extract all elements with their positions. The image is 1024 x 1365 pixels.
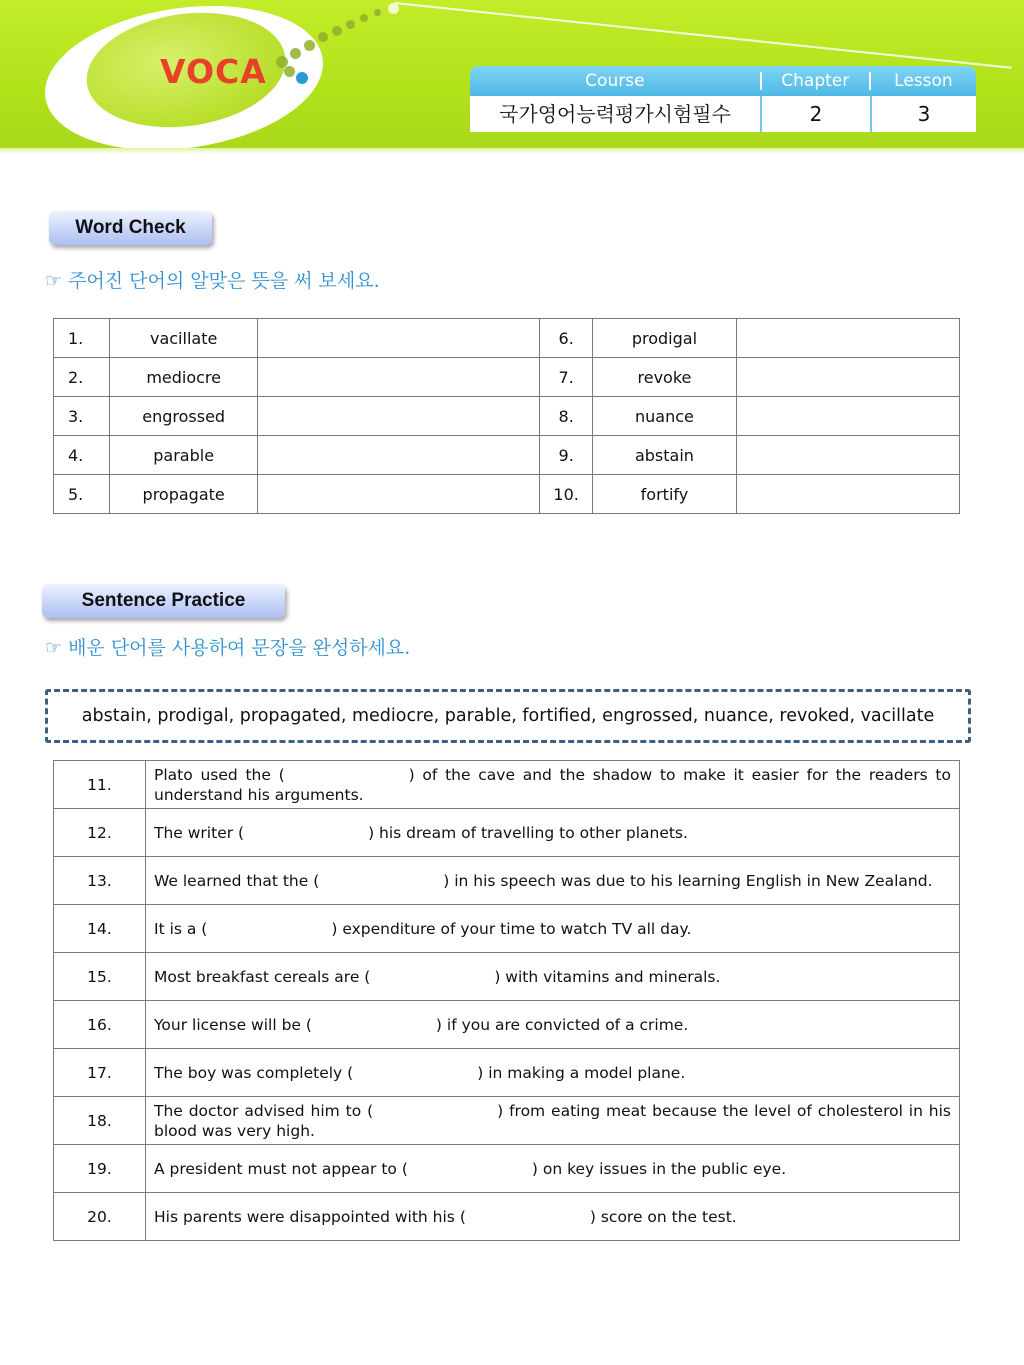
word-number: 3.	[54, 397, 110, 436]
sentence-text-before: The doctor advised him to (	[154, 1101, 374, 1120]
word-number: 10.	[540, 475, 592, 514]
meaning-answer-cell[interactable]	[737, 319, 960, 358]
word-number: 9.	[540, 436, 592, 475]
sentence-row	[54, 857, 960, 905]
sentence-number: 12.	[54, 809, 146, 857]
sentence-text	[146, 1097, 960, 1145]
word-term: engrossed	[110, 397, 258, 436]
sentence-row	[54, 1049, 960, 1097]
word-number: 7.	[540, 358, 592, 397]
sentence-text-before: The writer (	[154, 823, 245, 842]
sentence-number: 15.	[54, 953, 146, 1001]
sentence-practice-table	[53, 760, 960, 1241]
sentence-number: 13.	[54, 857, 146, 905]
sentence-text	[146, 1001, 960, 1049]
meaning-answer-cell[interactable]	[257, 436, 540, 475]
meaning-answer-cell[interactable]	[257, 358, 540, 397]
sentence-text	[146, 953, 960, 1001]
word-check-row	[54, 358, 960, 397]
sentence-text-before: His parents were disappointed with his (	[154, 1207, 466, 1226]
meaning-answer-cell[interactable]	[257, 475, 540, 514]
word-term: abstain	[592, 436, 736, 475]
header-fade	[0, 148, 1024, 154]
word-term: nuance	[592, 397, 736, 436]
sentence-text-after: ) of the cave and the shadow to make it easier for the readers to understand his arguments.	[154, 765, 951, 804]
word-check-row	[54, 319, 960, 358]
sentence-row	[54, 905, 960, 953]
meaning-answer-cell[interactable]	[257, 397, 540, 436]
chapter-label: Chapter	[781, 71, 850, 91]
sentence-text-after: ) from eating meat because the level of cholesterol in his blood was very high.	[154, 1101, 951, 1140]
word-term: mediocre	[110, 358, 258, 397]
sentence-text-after: ) if you are convicted of a crime.	[435, 1015, 689, 1034]
sentence-text	[146, 1049, 960, 1097]
word-term: fortify	[592, 475, 736, 514]
word-term: vacillate	[110, 319, 258, 358]
word-number: 6.	[540, 319, 592, 358]
sentence-row	[54, 1097, 960, 1145]
word-check-label: Word Check	[49, 211, 212, 245]
sentence-text	[146, 857, 960, 905]
word-number: 4.	[54, 436, 110, 475]
sentence-text-before: The boy was completely (	[154, 1063, 354, 1082]
word-check-instruction: ☞ 주어진 단어의 알맞은 뜻을 써 보세요.	[45, 270, 380, 292]
sentence-text-before: Your license will be (	[154, 1015, 312, 1034]
sentence-text-before: We learned that the (	[154, 871, 320, 890]
sentence-text	[146, 809, 960, 857]
meaning-answer-cell[interactable]	[737, 436, 960, 475]
meaning-answer-cell[interactable]	[257, 319, 540, 358]
sentence-text-before: It is a (	[154, 919, 208, 938]
sentence-text-after: ) on key issues in the public eye.	[531, 1159, 787, 1178]
course-info-values	[470, 96, 976, 132]
word-check-row	[54, 475, 960, 514]
sentence-number: 14.	[54, 905, 146, 953]
sentence-row	[54, 1001, 960, 1049]
word-check-row	[54, 397, 960, 436]
sentence-number: 11.	[54, 761, 146, 809]
course-info-header	[470, 66, 976, 96]
word-term: parable	[110, 436, 258, 475]
sentence-number: 17.	[54, 1049, 146, 1097]
sentence-text-before: Most breakfast cereals are (	[154, 967, 371, 986]
lesson-value: 3	[917, 102, 931, 126]
sentence-text-after: ) expenditure of your time to watch TV all day.	[331, 919, 692, 938]
word-term: prodigal	[592, 319, 736, 358]
chapter-value: 2	[762, 96, 872, 132]
sentence-text	[146, 905, 960, 953]
sentence-text-before: A president must not appear to (	[154, 1159, 408, 1178]
sentence-practice-instruction: ☞ 배운 단어를 사용하여 문장을 완성하세요.	[45, 637, 411, 659]
meaning-answer-cell[interactable]	[737, 358, 960, 397]
sentence-text-after: ) in his speech was due to his learning English in New Zealand.	[443, 871, 933, 890]
word-bank-box: abstain, prodigal, propagated, mediocre, parable, fortified, engrossed, nuance, revoked, vacillate	[45, 689, 971, 743]
header-banner	[0, 0, 1024, 152]
word-check-table	[53, 318, 960, 514]
sentence-number: 18.	[54, 1097, 146, 1145]
course-value: 국가영어능력평가시험필수	[470, 96, 762, 132]
sentence-row	[54, 1145, 960, 1193]
word-term: revoke	[592, 358, 736, 397]
sentence-row	[54, 1193, 960, 1241]
word-check-row	[54, 436, 960, 475]
sentence-row	[54, 761, 960, 809]
meaning-answer-cell[interactable]	[737, 475, 960, 514]
sentence-number: 19.	[54, 1145, 146, 1193]
lesson-label: Lesson	[894, 71, 953, 91]
sentence-number: 20.	[54, 1193, 146, 1241]
word-number: 8.	[540, 397, 592, 436]
logo-text: VOCA	[160, 52, 267, 91]
sentence-number: 16.	[54, 1001, 146, 1049]
sentence-text-after: ) his dream of travelling to other planets.	[368, 823, 688, 842]
word-number: 1.	[54, 319, 110, 358]
sentence-text	[146, 761, 960, 809]
word-number: 2.	[54, 358, 110, 397]
sentence-text-before: Plato used the (	[154, 765, 285, 784]
course-label: Course	[585, 71, 645, 91]
word-number: 5.	[54, 475, 110, 514]
sentence-row	[54, 953, 960, 1001]
sentence-text-after: ) with vitamins and minerals.	[494, 967, 721, 986]
word-term: propagate	[110, 475, 258, 514]
sentence-text-after: ) score on the test.	[589, 1207, 737, 1226]
meaning-answer-cell[interactable]	[737, 397, 960, 436]
sentence-text-after: ) in making a model plane.	[477, 1063, 686, 1082]
sentence-practice-label: Sentence Practice	[42, 584, 285, 618]
course-info-table	[470, 66, 976, 134]
sentence-row	[54, 809, 960, 857]
sentence-text	[146, 1193, 960, 1241]
sentence-text	[146, 1145, 960, 1193]
